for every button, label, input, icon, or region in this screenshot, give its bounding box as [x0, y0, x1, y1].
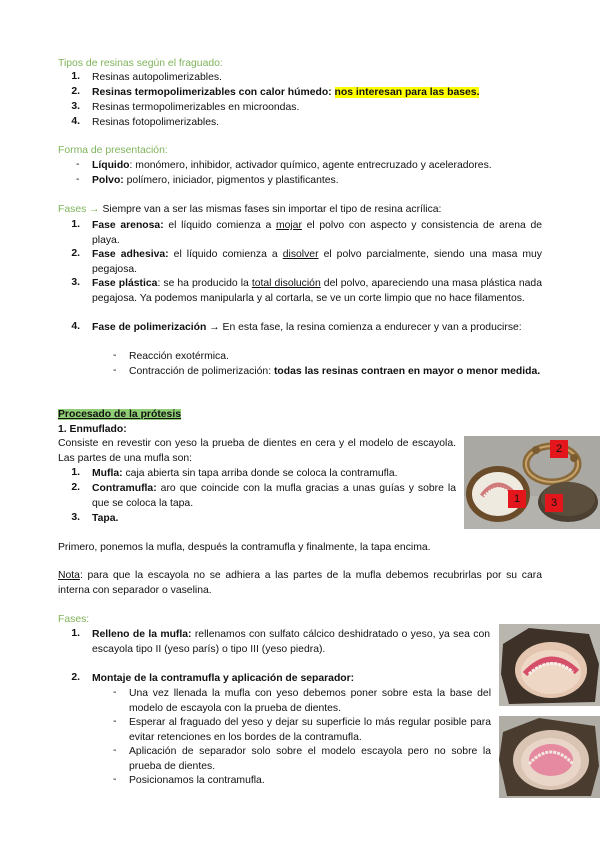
contramufla-illustration	[499, 716, 600, 798]
bullet-dash: -	[113, 774, 117, 785]
sub-item-text: Contracción de polimerización:	[129, 366, 274, 377]
list-number: 3.	[71, 512, 80, 523]
sub-item	[129, 365, 542, 380]
sub-item: Posicionamos la contramufla.	[129, 775, 265, 786]
phase-name: Fase plástica	[92, 278, 158, 289]
phase-text: → En esta fase, la resina comienza a endurecer y van a producirse:	[206, 322, 522, 333]
bullet-dash: -	[76, 174, 80, 185]
phase-name: Fase de polimerización	[92, 322, 207, 333]
phase-text: el líquido comienza a	[163, 220, 276, 231]
phase-underline: mojar	[275, 220, 302, 231]
part-item	[92, 467, 456, 482]
phase-item	[92, 219, 542, 248]
phases-intro	[58, 203, 441, 217]
list-item	[92, 159, 492, 173]
heading-processing-text: Procesado de la prótesis	[58, 409, 182, 420]
bullet-dash: -	[76, 159, 80, 170]
heading-processing	[58, 408, 181, 422]
sub-item-bold: todas las resinas contraen en mayor o menor medida.	[273, 366, 541, 377]
phase-item	[92, 248, 542, 277]
heading-phases: Fases →	[58, 204, 100, 215]
label-1: 1	[508, 490, 526, 508]
phase-underline: total disolución	[251, 278, 321, 289]
list-number: 1.	[71, 219, 80, 230]
sub-item: Reacción exotérmica.	[129, 351, 229, 362]
note-text: : para que la escayola no se adhiera a las partes de la mufla debemos recubrirlas por su cara interna con separador o vaselina.	[58, 570, 542, 596]
mufla-photo	[464, 436, 600, 529]
list-item-bold: Resinas termopolimerizables con calor húmedo:	[92, 87, 335, 98]
phase-text: el polvo con aspecto y consistencia de arena de playa.	[92, 220, 543, 246]
sub-item: Aplicación de separador solo sobre el modelo escayola pero no sobre la prueba de dientes.	[129, 746, 491, 772]
highlight-text: nos interesan para las bases.	[334, 87, 480, 98]
list-number: 2.	[71, 248, 80, 259]
part-item	[92, 482, 456, 511]
sub-item: Esperar al fraguado del yeso y dejar su superficie lo más regular posible para evitar retenciones en los bordes de la contramufla.	[129, 717, 491, 743]
term-bold: Polvo:	[92, 175, 124, 186]
phase-text: del polvo, apareciendo una masa plástica nada pegajosa. Ya podemos manipularla y al cortarla, se ve un corte limpio que no hace filamentos.	[92, 278, 542, 304]
list-number: 2.	[71, 672, 80, 683]
part-desc: aro que coincide con la mufla gracias a unas guías y sobre la que se coloca la tapa.	[92, 483, 456, 509]
term-desc: polímero, iniciador, pigmentos y plastificantes.	[123, 175, 339, 186]
list-number: 3.	[71, 101, 80, 112]
list-number: 3.	[71, 277, 80, 288]
fase-desc: rellenamos con sulfato cálcico deshidratado o yeso, ya sea con escayola tipo II (yeso parís) o tipo III (yeso piedra).	[92, 629, 491, 655]
part-desc: caja abierta sin tapa arriba donde se coloca la contramufla.	[122, 468, 398, 479]
phase-underline: disolver	[282, 249, 319, 260]
heading-resin-types: Tipos de resinas según el fraguado:	[58, 58, 223, 69]
part-item: Tapa.	[92, 513, 119, 524]
fase-item	[92, 628, 490, 657]
phase-name: Fase arenosa:	[92, 220, 164, 231]
contramufla-photo	[499, 716, 600, 798]
order-text: Primero, ponemos la mufla, después la contramufla y finalmente, la tapa encima.	[58, 542, 431, 553]
list-number: 1.	[71, 628, 80, 639]
list-number: 4.	[71, 321, 80, 332]
bullet-dash: -	[113, 365, 117, 376]
sub-item: Una vez llenada la mufla con yeso debemos poner sobre esta la base del modelo de escayola con la prueba de dientes.	[129, 688, 491, 714]
part-name: Contramufla:	[92, 483, 157, 494]
list-number: 2.	[71, 86, 80, 97]
bullet-dash: -	[113, 716, 117, 727]
phase-item	[92, 321, 542, 336]
label-2: 2	[550, 440, 568, 458]
relleno-illustration	[499, 624, 600, 706]
bullet-dash: -	[113, 350, 117, 361]
phase-text: : se ha producido la	[157, 278, 252, 289]
bullet-dash: -	[113, 687, 117, 698]
note-label: Nota	[58, 570, 80, 581]
list-item: Resinas termopolimerizables en microondas.	[92, 102, 300, 113]
list-number: 2.	[71, 482, 80, 493]
note-paragraph	[58, 569, 542, 598]
part-name: Mufla:	[92, 468, 123, 479]
phases-intro-text: Siempre van a ser las mismas fases sin importar el tipo de resina acrílica:	[102, 204, 442, 215]
term-bold: Líquido	[92, 160, 130, 171]
heading-fases: Fases:	[58, 614, 90, 625]
list-item	[92, 86, 479, 100]
list-number: 1.	[71, 467, 80, 478]
phase-text: el líquido comienza a	[168, 249, 283, 260]
phase-name: Fase adhesiva:	[92, 249, 169, 260]
mufla-illustration	[464, 436, 600, 529]
phase-item	[92, 277, 542, 306]
list-item	[92, 174, 339, 188]
fase-name: Relleno de la mufla:	[92, 629, 192, 640]
list-item: Resinas autopolimerizables.	[92, 72, 222, 83]
fase-item: Montaje de la contramufla y aplicación de separador:	[92, 673, 355, 684]
label-3: 3	[545, 494, 563, 512]
heading-enmuflado: 1. Enmuflado:	[58, 424, 127, 435]
relleno-photo	[499, 624, 600, 706]
list-number: 4.	[71, 116, 80, 127]
heading-presentation: Forma de presentación:	[58, 145, 168, 156]
list-number: 1.	[71, 71, 80, 82]
list-item: Resinas fotopolimerizables.	[92, 117, 220, 128]
bullet-dash: -	[113, 745, 117, 756]
term-desc: : monómero, inhibidor, activador químico, agente entrecruzado y aceleradores.	[129, 160, 492, 171]
phase-text: el polvo parcialmente, siendo una masa muy pegajosa.	[92, 249, 543, 275]
enmuflado-intro: Consiste en revestir con yeso la prueba de dientes en cera y el modelo de escayola. Las partes de una mufla son:	[58, 438, 456, 464]
